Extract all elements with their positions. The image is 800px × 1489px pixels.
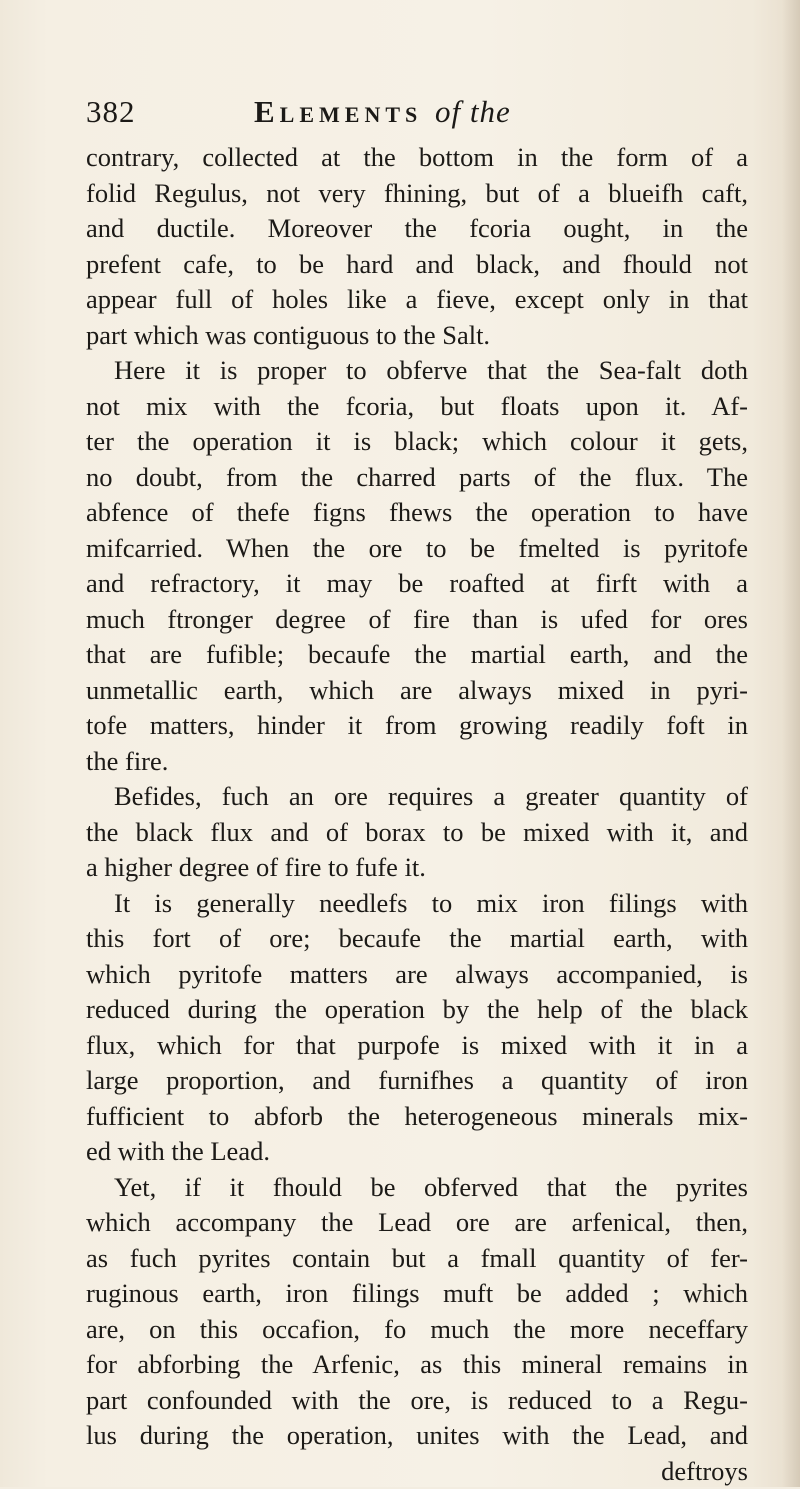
text-line: no doubt, from the charred parts of the flux. The	[86, 460, 748, 496]
text-line: large proportion, and furnifhes a quantity of iron	[86, 1063, 748, 1099]
text-line: much ftronger degree of fire than is ufed for ores	[86, 602, 748, 638]
running-title-italic: of the	[435, 94, 511, 129]
catchword: deftroys	[86, 1454, 748, 1489]
text-line: lus during the operation, unites with the Lead, and	[86, 1418, 748, 1454]
text-line: Here it is proper to obferve that the Sea-falt doth	[86, 353, 748, 389]
text-line: which accompany the Lead ore are arfenical, then,	[86, 1205, 748, 1241]
text-line: the black flux and of borax to be mixed with it, and	[86, 815, 748, 851]
text-line: that are fufible; becaufe the martial earth, and the	[86, 637, 748, 673]
text-line: tofe matters, hinder it from growing readily foft in	[86, 708, 748, 744]
text-line: prefent cafe, to be hard and black, and fhould not	[86, 247, 748, 283]
text-line: are, on this occafion, fo much the more neceffary	[86, 1312, 748, 1348]
text-line: contrary, collected at the bottom in the form of a	[86, 140, 748, 176]
text-line: not mix with the fcoria, but floats upon it. Af-	[86, 389, 748, 425]
text-line: ter the operation it is black; which colour it gets,	[86, 424, 748, 460]
running-title	[254, 92, 511, 132]
page-number: 382	[86, 94, 136, 129]
text-line: folid Regulus, not very fhining, but of a blueifh caft,	[86, 176, 748, 212]
page-header	[86, 92, 746, 132]
running-title-text: Elements	[254, 94, 422, 129]
text-line: and refractory, it may be roafted at firft with a	[86, 566, 748, 602]
body-text	[86, 140, 748, 1489]
text-line: ed with the Lead.	[86, 1134, 748, 1170]
text-line: which pyritofe matters are always accompanied, is	[86, 957, 748, 993]
text-line: this fort of ore; becaufe the martial earth, with	[86, 921, 748, 957]
text-line: Befides, fuch an ore requires a greater quantity of	[86, 779, 748, 815]
text-line: appear full of holes like a fieve, except only in that	[86, 282, 748, 318]
text-line: part which was contiguous to the Salt.	[86, 318, 748, 354]
text-line: for abforbing the Arfenic, as this mineral remains in	[86, 1347, 748, 1383]
text-line: mifcarried. When the ore to be fmelted is pyritofe	[86, 531, 748, 567]
text-line: It is generally needlefs to mix iron filings with	[86, 886, 748, 922]
page-edge-shadow	[782, 0, 800, 1487]
text-line: unmetallic earth, which are always mixed in pyri-	[86, 673, 748, 709]
text-line: and ductile. Moreover the fcoria ought, in the	[86, 211, 748, 247]
text-line: a higher degree of fire to fufe it.	[86, 850, 748, 886]
text-line: Yet, if it fhould be obferved that the pyrites	[86, 1170, 748, 1206]
text-line: as fuch pyrites contain but a fmall quantity of fer-	[86, 1241, 748, 1277]
text-line: part confounded with the ore, is reduced to a Regu-	[86, 1383, 748, 1419]
text-line: abfence of thefe figns fhews the operation to have	[86, 495, 748, 531]
text-line: fufficient to abforb the heterogeneous minerals mix-	[86, 1099, 748, 1135]
text-line: reduced during the operation by the help of the black	[86, 992, 748, 1028]
text-line: the fire.	[86, 744, 748, 780]
text-line: ruginous earth, iron filings muft be added ; which	[86, 1276, 748, 1312]
text-line: flux, which for that purpofe is mixed with it in a	[86, 1028, 748, 1064]
